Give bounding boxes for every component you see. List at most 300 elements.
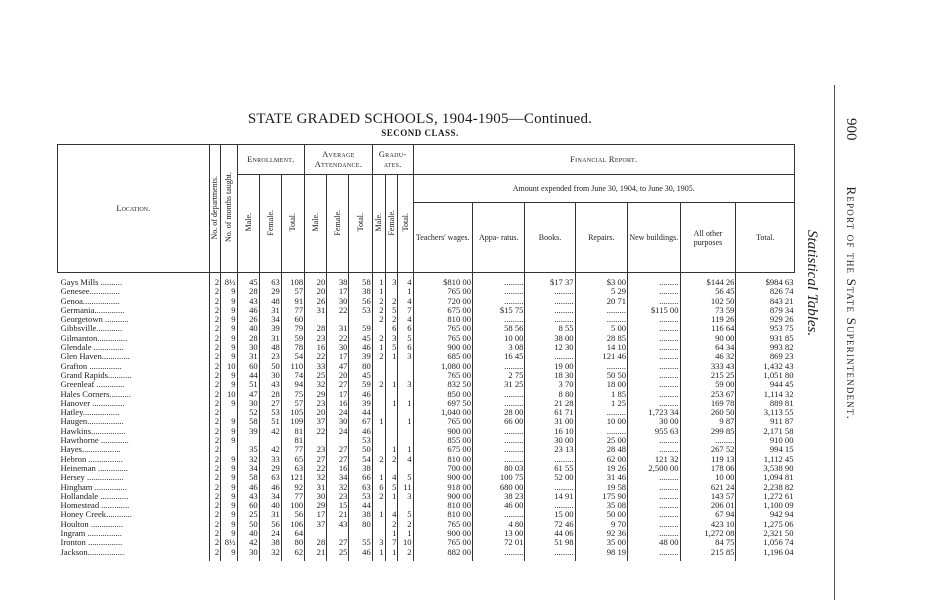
teachers-wages-cell: 900 00: [413, 343, 472, 352]
grad-female-cell: 4: [385, 473, 398, 482]
apparatus-cell: 66 00: [473, 417, 525, 426]
attend-male-cell: 22: [305, 464, 327, 473]
enroll-male-cell: 30: [237, 343, 259, 352]
location-cell: Gays Mills ..........: [60, 277, 123, 287]
grad-total-cell: [398, 408, 413, 417]
repairs-cell: 10 00: [575, 417, 627, 426]
books-cell: 18 30: [525, 371, 575, 380]
attend-total-cell: 53: [349, 492, 372, 501]
months-cell: 9: [221, 371, 237, 380]
enroll-total-cell: 80: [281, 538, 304, 547]
grad-total-cell: 3: [398, 492, 413, 501]
enroll-male-cell: 34: [237, 464, 259, 473]
all-other-cell: 333 43: [680, 362, 736, 371]
attend-female-cell: 25: [327, 548, 349, 561]
grad-female-cell: 2: [385, 455, 398, 464]
grad-female-cell: 6: [385, 324, 398, 333]
grad-female-cell: 2: [385, 520, 398, 529]
attend-female-cell: 31: [327, 324, 349, 333]
attend-female-header: Female.: [327, 175, 349, 273]
departments-cell: 2: [209, 273, 221, 288]
all-other-cell: 90 00: [680, 334, 736, 343]
attend-female-cell: 23: [327, 492, 349, 501]
enroll-female-cell: 42: [259, 427, 281, 436]
total-amount-cell: 826 74: [736, 287, 795, 296]
enroll-male-cell: 52: [237, 408, 259, 417]
apparatus-cell: .........: [473, 362, 525, 371]
attend-male-cell: 31: [305, 306, 327, 315]
attend-female-cell: 21: [327, 510, 349, 519]
attend-total-cell: 53: [349, 306, 372, 315]
enroll-male-cell: 42: [237, 538, 259, 547]
grad-male-cell: [372, 529, 385, 538]
running-header: [838, 118, 864, 588]
total-amount-cell: 1,056 74: [736, 538, 795, 547]
new-buildings-cell: .........: [628, 287, 680, 296]
grad-male-cell: 3: [372, 538, 385, 547]
attend-total-cell: 45: [349, 371, 372, 380]
apparatus-cell: 28 00: [473, 408, 525, 417]
location-cell: Grafton ...............: [60, 361, 122, 371]
grad-male-cell: [372, 436, 385, 445]
table-row: [58, 427, 795, 436]
attend-total-cell: 58: [349, 273, 372, 288]
enroll-female-cell: 24: [259, 529, 281, 538]
months-cell: 9: [221, 315, 237, 324]
grad-female-cell: 3: [385, 273, 398, 288]
attend-male-cell: 26: [305, 297, 327, 306]
total-amount-cell: 910 00: [736, 436, 795, 445]
repairs-cell: 35 00: [575, 538, 627, 547]
table-title: STATE GRADED SCHOOLS, 1904-1905—Continued.: [247, 111, 593, 127]
grad-male-cell: 1: [372, 548, 385, 561]
months-cell: 9: [221, 352, 237, 361]
teachers-wages-cell: 675 00: [413, 445, 472, 454]
location-cell: Germania..............: [60, 305, 125, 315]
attend-female-cell: 47: [327, 362, 349, 371]
enroll-male-cell: 32: [237, 455, 259, 464]
repairs-cell: 19 58: [575, 483, 627, 492]
attend-total-cell: 63: [349, 483, 372, 492]
new-buildings-cell: .........: [628, 371, 680, 380]
books-cell: .........: [525, 306, 575, 315]
attend-total-cell: 38: [349, 287, 372, 296]
table-row: [58, 510, 795, 519]
teachers-wages-cell: 832 50: [413, 380, 472, 389]
attend-female-cell: 27: [327, 538, 349, 547]
attend-female-cell: 30: [327, 297, 349, 306]
apparatus-cell: 38 23: [473, 492, 525, 501]
books-cell: 15 00: [525, 510, 575, 519]
apparatus-cell: .........: [473, 315, 525, 324]
attend-total-cell: 66: [349, 473, 372, 482]
all-other-cell: 423 10: [680, 520, 736, 529]
new-buildings-cell: .........: [628, 520, 680, 529]
enroll-male-cell: 60: [237, 501, 259, 510]
location-cell: Hollandale .............: [60, 491, 129, 501]
enroll-female-cell: 23: [259, 352, 281, 361]
table-row: [58, 483, 795, 492]
months-cell: 9: [221, 455, 237, 464]
grad-total-cell: 5: [398, 473, 413, 482]
enroll-male-cell: 45: [237, 273, 259, 288]
grad-male-cell: 1: [372, 417, 385, 426]
departments-cell: 2: [209, 455, 221, 464]
enroll-female-cell: 43: [259, 380, 281, 389]
enroll-total-cell: 75: [281, 390, 304, 399]
enroll-female-cell: 48: [259, 343, 281, 352]
table-row: [58, 417, 795, 426]
table-row: [58, 436, 795, 445]
grad-female-cell: 4: [385, 510, 398, 519]
departments-cell: 2: [209, 548, 221, 561]
apparatus-cell: 80 03: [473, 464, 525, 473]
enroll-total-cell: 74: [281, 371, 304, 380]
all-other-cell: 119 13: [680, 455, 736, 464]
attend-total-cell: 50: [349, 445, 372, 454]
teachers-wages-cell: 765 00: [413, 334, 472, 343]
new-buildings-cell: 2,500 00: [628, 464, 680, 473]
grad-male-cell: [372, 445, 385, 454]
grad-male-header: Male.: [372, 175, 385, 273]
attend-total-cell: 54: [349, 455, 372, 464]
grad-total-cell: [398, 501, 413, 510]
table-row: [58, 529, 795, 538]
all-other-cell: 267 52: [680, 445, 736, 454]
grad-total-header: Total.: [398, 175, 413, 273]
departments-cell: 2: [209, 380, 221, 389]
all-other-cell: 178 06: [680, 464, 736, 473]
new-buildings-cell: .........: [628, 273, 680, 288]
months-cell: 8½: [221, 538, 237, 547]
attend-male-cell: 27: [305, 455, 327, 464]
teachers-wages-cell: 900 00: [413, 492, 472, 501]
location-cell: Glendale ..............: [60, 343, 124, 353]
enroll-male-cell: 46: [237, 483, 259, 492]
amount-expended-header: Amount expended from June 30, 1904, to June 30, 1905.: [413, 175, 794, 203]
table-row: [58, 315, 795, 324]
grad-male-cell: 1: [372, 343, 385, 352]
grad-female-cell: 1: [385, 399, 398, 408]
enroll-female-cell: 38: [259, 538, 281, 547]
all-other-cell: 119 26: [680, 315, 736, 324]
enroll-female-cell: 63: [259, 473, 281, 482]
table-row: [58, 501, 795, 510]
grad-female-cell: [385, 436, 398, 445]
table-row: [58, 324, 795, 333]
apparatus-cell: .........: [473, 455, 525, 464]
departments-cell: 2: [209, 464, 221, 473]
location-cell: Jackson.................: [60, 547, 125, 557]
departments-cell: 2: [209, 538, 221, 547]
grad-total-cell: 2: [398, 520, 413, 529]
apparatus-cell: 100 75: [473, 473, 525, 482]
books-cell: 19 00: [525, 362, 575, 371]
apparatus-cell: .........: [473, 548, 525, 561]
new-buildings-cell: .........: [628, 436, 680, 445]
location-cell: Honey Creek............: [60, 510, 132, 520]
grad-female-cell: [385, 501, 398, 510]
grad-female-cell: 7: [385, 538, 398, 547]
attend-male-cell: 32: [305, 380, 327, 389]
attend-female-cell: 43: [327, 520, 349, 529]
grad-female-cell: 2: [385, 297, 398, 306]
teachers-wages-cell: 765 00: [413, 538, 472, 547]
attend-total-cell: 39: [349, 399, 372, 408]
grad-male-cell: [372, 501, 385, 510]
grad-total-cell: 11: [398, 483, 413, 492]
grad-total-cell: 1: [398, 287, 413, 296]
teachers-wages-cell: 900 00: [413, 529, 472, 538]
enroll-male-cell: 30: [237, 548, 259, 561]
teachers-wages-cell: 900 00: [413, 427, 472, 436]
apparatus-cell: 4 80: [473, 520, 525, 529]
new-buildings-cell: .........: [628, 445, 680, 454]
apparatus-cell: .........: [473, 427, 525, 436]
table-row: [58, 380, 795, 389]
months-cell: 9: [221, 417, 237, 426]
attend-total-header: Total.: [349, 175, 372, 273]
enroll-female-cell: 31: [259, 510, 281, 519]
grad-male-cell: 2: [372, 352, 385, 361]
enroll-total-cell: 91: [281, 297, 304, 306]
enrollment-header: Enrollment.: [237, 145, 305, 175]
enroll-female-cell: 30: [259, 371, 281, 380]
attend-female-cell: 24: [327, 427, 349, 436]
location-cell: Heineman ..............: [60, 463, 129, 473]
new-buildings-cell: .........: [628, 334, 680, 343]
departments-cell: 2: [209, 324, 221, 333]
repairs-cell: 28 48: [575, 445, 627, 454]
repairs-cell: 5 00: [575, 324, 627, 333]
enroll-male-cell: 40: [237, 324, 259, 333]
enroll-female-cell: 48: [259, 297, 281, 306]
grad-total-cell: 4: [398, 455, 413, 464]
attend-male-cell: 22: [305, 427, 327, 436]
attend-total-cell: 53: [349, 436, 372, 445]
grad-total-cell: 1: [398, 399, 413, 408]
grad-male-cell: [372, 371, 385, 380]
all-other-cell: 46 32: [680, 352, 736, 361]
all-other-header: All other purposes: [680, 203, 736, 273]
enroll-female-cell: 39: [259, 324, 281, 333]
attend-male-cell: 23: [305, 399, 327, 408]
enroll-male-cell: 60: [237, 362, 259, 371]
table-row: [58, 408, 795, 417]
enroll-total-cell: 109: [281, 417, 304, 426]
total-amount-cell: 1,112 45: [736, 455, 795, 464]
enroll-male-cell: 58: [237, 473, 259, 482]
repairs-cell: 50 50: [575, 371, 627, 380]
months-cell: 9: [221, 483, 237, 492]
departments-cell: 2: [209, 417, 221, 426]
books-cell: 16 10: [525, 427, 575, 436]
enroll-total-cell: 106: [281, 520, 304, 529]
departments-cell: 2: [209, 371, 221, 380]
grad-female-cell: [385, 287, 398, 296]
attend-male-cell: 32: [305, 473, 327, 482]
enroll-total-cell: 65: [281, 455, 304, 464]
grad-female-cell: [385, 390, 398, 399]
books-cell: 72 46: [525, 520, 575, 529]
financial-report-header: Financial Report.: [413, 145, 794, 175]
apparatus-cell: 58 56: [473, 324, 525, 333]
page-margin-rule: [834, 85, 835, 600]
all-other-cell: .........: [680, 436, 736, 445]
attend-female-cell: 17: [327, 390, 349, 399]
apparatus-header: Appa- ratus.: [473, 203, 525, 273]
all-other-cell: 169 78: [680, 399, 736, 408]
books-cell: 51 98: [525, 538, 575, 547]
departments-cell: 2: [209, 529, 221, 538]
attend-male-cell: 28: [305, 538, 327, 547]
repairs-cell: .........: [575, 427, 627, 436]
attend-total-cell: [349, 529, 372, 538]
enroll-male-header: Male.: [237, 175, 259, 273]
enroll-female-cell: 31: [259, 334, 281, 343]
location-cell: Georgetown ...........: [60, 315, 129, 325]
attend-total-cell: 56: [349, 297, 372, 306]
books-cell: .........: [525, 315, 575, 324]
repairs-cell: .........: [575, 362, 627, 371]
books-cell: 52 00: [525, 473, 575, 482]
attend-female-cell: 27: [327, 445, 349, 454]
enroll-total-cell: 121: [281, 473, 304, 482]
departments-cell: 2: [209, 492, 221, 501]
all-other-cell: 253 67: [680, 390, 736, 399]
teachers-wages-cell: 900 00: [413, 473, 472, 482]
teachers-wages-cell: 810 00: [413, 501, 472, 510]
apparatus-cell: 72 01: [473, 538, 525, 547]
new-buildings-cell: .........: [628, 529, 680, 538]
repairs-cell: 19 26: [575, 464, 627, 473]
new-buildings-cell: .........: [628, 315, 680, 324]
enroll-male-cell: 44: [237, 371, 259, 380]
new-buildings-cell: .........: [628, 501, 680, 510]
grad-total-cell: [398, 362, 413, 371]
table-row: [58, 371, 795, 380]
attend-male-cell: 22: [305, 352, 327, 361]
attend-male-cell: 29: [305, 390, 327, 399]
grad-total-cell: 2: [398, 548, 413, 561]
location-cell: Hatley.................: [60, 408, 120, 418]
repairs-cell: 175 90: [575, 492, 627, 501]
attend-total-cell: 59: [349, 380, 372, 389]
attend-total-cell: 44: [349, 408, 372, 417]
total-amount-cell: 993 82: [736, 343, 795, 352]
repairs-cell: 62 00: [575, 455, 627, 464]
all-other-cell: 215 85: [680, 548, 736, 561]
attend-female-cell: 22: [327, 306, 349, 315]
departments-cell: 2: [209, 436, 221, 445]
teachers-wages-cell: 720 00: [413, 297, 472, 306]
enroll-total-cell: 77: [281, 492, 304, 501]
departments-cell: 2: [209, 427, 221, 436]
departments-cell: 2: [209, 297, 221, 306]
apparatus-cell: 680 00: [473, 483, 525, 492]
teachers-wages-cell: 765 00: [413, 287, 472, 296]
teachers-wages-cell: 765 00: [413, 520, 472, 529]
new-buildings-cell: 30 00: [628, 417, 680, 426]
total-amount-cell: 869 23: [736, 352, 795, 361]
departments-cell: 2: [209, 473, 221, 482]
enroll-total-cell: 92: [281, 483, 304, 492]
apparatus-cell: 3 08: [473, 343, 525, 352]
enroll-total-cell: 57: [281, 399, 304, 408]
grad-male-cell: [372, 324, 385, 333]
teachers-wages-cell: 765 00: [413, 371, 472, 380]
table-row: [58, 548, 795, 561]
all-other-cell: 64 34: [680, 343, 736, 352]
new-buildings-cell: .........: [628, 343, 680, 352]
attend-total-cell: 38: [349, 510, 372, 519]
new-buildings-cell: .........: [628, 510, 680, 519]
enroll-male-cell: 28: [237, 287, 259, 296]
enroll-female-cell: 63: [259, 273, 281, 288]
table-row: [58, 362, 795, 371]
enroll-total-cell: 57: [281, 287, 304, 296]
total-amount-cell: 2,321 50: [736, 529, 795, 538]
total-amount-cell: 1,100 09: [736, 501, 795, 510]
total-amount-cell: 1,051 80: [736, 371, 795, 380]
enroll-female-cell: 29: [259, 464, 281, 473]
graded-schools-table: [57, 144, 795, 561]
table-row: [58, 297, 795, 306]
repairs-cell: 92 36: [575, 529, 627, 538]
grad-male-cell: [372, 427, 385, 436]
books-cell: .........: [525, 548, 575, 561]
grad-total-cell: 6: [398, 343, 413, 352]
grad-male-cell: [372, 362, 385, 371]
books-cell: .........: [525, 297, 575, 306]
departments-cell: 2: [209, 390, 221, 399]
enroll-male-cell: 50: [237, 520, 259, 529]
table-row: [58, 538, 795, 547]
grad-total-cell: 3: [398, 380, 413, 389]
table-row: [58, 390, 795, 399]
grad-female-cell: 5: [385, 306, 398, 315]
months-cell: 9: [221, 306, 237, 315]
departments-cell: 2: [209, 352, 221, 361]
teachers-wages-cell: 855 00: [413, 436, 472, 445]
enroll-total-cell: 64: [281, 529, 304, 538]
grad-female-cell: 1: [385, 352, 398, 361]
total-amount-cell: 843 21: [736, 297, 795, 306]
months-cell: 9: [221, 427, 237, 436]
new-buildings-cell: .........: [628, 492, 680, 501]
teachers-wages-cell: 918 00: [413, 483, 472, 492]
teachers-wages-cell: 810 00: [413, 510, 472, 519]
books-cell: .........: [525, 352, 575, 361]
all-other-cell: 9 87: [680, 417, 736, 426]
grad-total-cell: 6: [398, 324, 413, 333]
attend-total-cell: 59: [349, 324, 372, 333]
total-amount-cell: 889 81: [736, 399, 795, 408]
enroll-male-cell: 35: [237, 445, 259, 454]
table-body: [58, 273, 795, 561]
books-cell: $17 37: [525, 273, 575, 288]
new-buildings-cell: .........: [628, 473, 680, 482]
repairs-cell: .........: [575, 306, 627, 315]
departments-cell: 2: [209, 362, 221, 371]
table-row: [58, 343, 795, 352]
attend-female-cell: 16: [327, 399, 349, 408]
new-buildings-cell: 121 32: [628, 455, 680, 464]
enroll-female-cell: 34: [259, 315, 281, 324]
enroll-total-cell: 77: [281, 445, 304, 454]
repairs-cell: 25 00: [575, 436, 627, 445]
enroll-total-cell: 81: [281, 436, 304, 445]
